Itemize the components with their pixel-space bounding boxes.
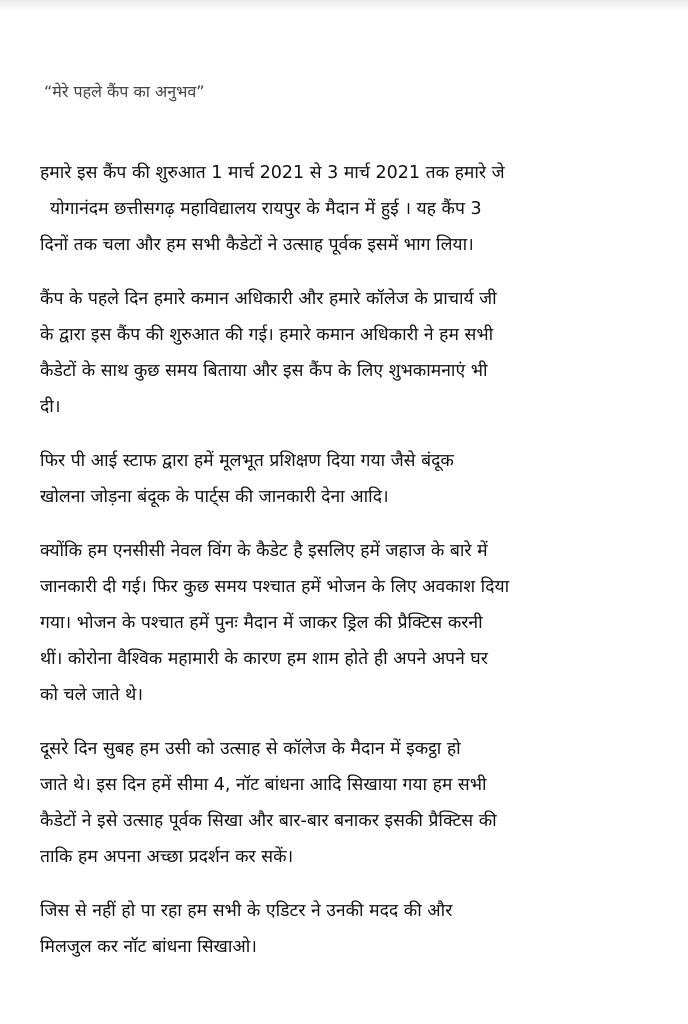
paragraph-line: दिनों तक चला और हम सभी कैडेटों ने उत्साह पूर्वक इसमें भाग लिया। — [40, 235, 474, 255]
paragraph-line: जाते थे। इस दिन हमें सीमा 4, नॉट बांधना आदि सिखाया गया हम सभी — [40, 775, 487, 795]
paragraph-line: गया। भोजन के पश्चात हमें पुनः मैदान में जाकर ड्रिल की प्रैक्टिस करनी — [40, 613, 483, 633]
paragraph-line: क्योंकि हम एनसीसी नेवल विंग के कैडेट है इसलिए हमें जहाज के बारे में — [40, 541, 488, 561]
document-body — [40, 155, 670, 983]
paragraph-line: फिर पी आई स्टाफ द्वारा हमें मूलभूत प्रशिक्षण दिया गया जैसे बंदूक — [40, 451, 454, 471]
paragraph-line: थीं। कोरोना वैश्विक महामारी के कारण हम शाम होते ही अपने अपने घर — [40, 649, 488, 669]
paragraph-line: कैडेटों ने इसे उत्साह पूर्वक सिखा और बार-बार बनाकर इसकी प्रैक्टिस की — [40, 811, 497, 831]
paragraph-line: खोलना जोड़ना बंदूक के पार्ट्स की जानकारी देना आदि। — [40, 487, 389, 507]
paragraph-6 — [40, 893, 670, 965]
paragraph-line: को चले जाते थे। — [40, 685, 143, 705]
paragraph-line: ताकि हम अपना अच्छा प्रदर्शन कर सकें। — [40, 847, 294, 867]
document-title: “मेरे पहले कैंप का अनुभव” — [44, 82, 205, 101]
paragraph-3 — [40, 443, 670, 515]
paragraph-line: मिलजुल कर नॉट बांधना सिखाओ। — [40, 937, 257, 957]
paragraph-line: हमारे इस कैंप की शुरुआत 1 मार्च 2021 से 3 मार्च 2021 तक हमारे जे — [40, 163, 505, 183]
paragraph-line: दी। — [40, 397, 61, 417]
page-top-edge — [0, 0, 688, 12]
paragraph-line: कैडेटों के साथ कुछ समय बिताया और इस कैंप के लिए शुभकामनाएं भी — [40, 361, 488, 381]
paragraph-line: जानकारी दी गई। फिर कुछ समय पश्चात हमें भोजन के लिए अवकाश दिया — [40, 577, 510, 597]
paragraph-line: कैंप के पहले दिन हमारे कमान अधिकारी और हमारे कॉलेज के प्राचार्य जी — [40, 289, 497, 309]
paragraph-1 — [40, 155, 670, 263]
paragraph-5 — [40, 731, 670, 875]
paragraph-2 — [40, 281, 670, 425]
paragraph-line: के द्वारा इस कैंप की शुरुआत की गई। हमारे कमान अधिकारी ने हम सभी — [40, 325, 494, 345]
paragraph-line: दूसरे दिन सुबह हम उसी को उत्साह से कॉलेज के मैदान में इकट्ठा हो — [40, 739, 461, 759]
paragraph-4 — [40, 533, 670, 713]
paragraph-line: योगानंदम छत्तीसगढ़ महाविद्यालय रायपुर के मैदान में हुई । यह कैंप 3 — [50, 199, 482, 219]
paragraph-line: जिस से नहीं हो पा रहा हम सभी के एडिटर ने उनकी मदद की और — [40, 901, 453, 921]
